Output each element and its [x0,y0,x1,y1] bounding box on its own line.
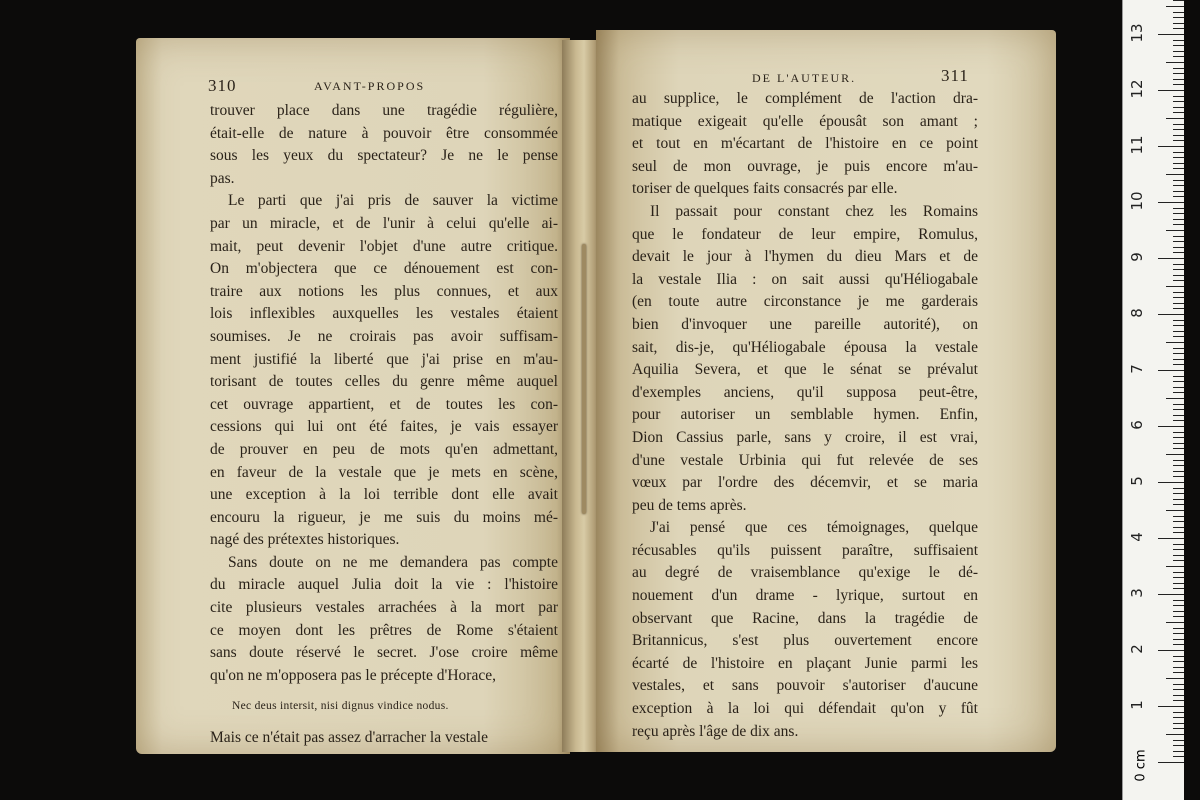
text-line: au supplice, le complément de l'action dra- [632,90,978,107]
ruler-tick [1173,236,1184,237]
ruler-tick [1173,191,1184,192]
ruler-tick [1173,79,1184,80]
ruler-tick [1173,689,1184,690]
ruler-tick [1173,208,1184,209]
ruler-tick [1173,308,1184,309]
ruler-tick [1173,45,1184,46]
ruler-tick [1173,611,1184,612]
text-line: exception à la loi qui défendait qu'on y fût [632,700,978,718]
ruler-zero-label: 0 cm [1133,749,1149,782]
ruler-tick [1166,118,1184,119]
ruler-tick [1173,247,1184,248]
ruler-tick [1166,342,1184,343]
measurement-ruler [1122,0,1184,800]
ruler-tick [1173,723,1184,724]
ruler-tick [1173,605,1184,606]
ruler-tick [1173,628,1184,629]
text-line: bien d'invoquer une pareille autorité), on [632,315,978,333]
ruler-tick [1173,465,1184,466]
ruler-tick [1173,549,1184,550]
text-line: Mais ce n'était pas assez d'arracher la vestale [210,729,488,747]
ruler-tick [1166,286,1184,287]
ruler-tick [1173,129,1184,130]
ruler-tick [1173,392,1184,393]
ruler-number: 12 [1128,79,1146,99]
text-line: reçu après l'âge de dix ans. [632,722,799,740]
ruler-tick [1173,572,1184,573]
ruler-tick [1173,168,1184,169]
ruler-tick [1173,527,1184,528]
text-line: Il passait pour constant chez les Romains [650,202,978,220]
left-page-text [210,100,558,750]
ruler-tick [1173,331,1184,332]
text-line: On m'objectera que ce dénouement est con- [210,260,558,278]
ruler-tick [1158,706,1184,707]
text-line: observant que Racine, dans la tragédie de [632,609,978,627]
ruler-tick [1173,336,1184,337]
text-line: ce moyen dont les prêtres de Rome s'étaient [210,621,558,639]
ruler-tick [1173,157,1184,158]
ruler-tick [1166,510,1184,511]
ruler-tick [1173,460,1184,461]
ruler-tick [1173,101,1184,102]
ruler-tick [1166,566,1184,567]
text-line: qu'on ne m'opposera pas le précepte d'Horace, [210,666,496,684]
ruler-tick [1158,202,1184,203]
ruler-tick [1173,532,1184,533]
text-line: récusables qu'ils puissent paraître, suffisaient [632,541,978,559]
text-line: vestales, et sans pouvoir s'autoriser d'aucune [632,677,978,695]
ruler-tick [1173,756,1184,757]
ruler-tick [1173,292,1184,293]
left-page [136,38,570,754]
ruler-tick [1158,650,1184,651]
right-page [596,30,1056,752]
ruler-tick [1173,23,1184,24]
text-line: peu de tems après. [632,496,747,514]
ruler-tick [1173,387,1184,388]
ruler-tick [1173,633,1184,634]
ruler-tick [1173,0,1184,1]
text-line: Britannicus, s'est plus ouvertement encore [632,632,978,650]
ruler-tick [1173,275,1184,276]
ruler-tick [1173,224,1184,225]
ruler-tick [1158,314,1184,315]
ruler-tick [1173,499,1184,500]
ruler-number: 5 [1128,476,1146,486]
right-page-number: 311 [941,66,969,85]
ruler-tick [1173,751,1184,752]
text-line: Le parti que j'ai pris de sauver la victime [228,192,558,210]
right-page-text [632,88,978,743]
ruler-tick [1173,107,1184,108]
ruler-number: 13 [1128,23,1146,43]
left-running-header: AVANT-PROPOS [314,79,426,93]
ruler-tick [1173,583,1184,584]
text-line: cessions qui lui ont été faites, je vais essayer [210,418,558,436]
ruler-tick [1173,219,1184,220]
ruler-tick [1158,426,1184,427]
ruler-tick [1173,740,1184,741]
ruler-number: 8 [1128,308,1146,318]
ruler-tick [1173,745,1184,746]
ruler-tick [1173,112,1184,113]
ruler-tick [1173,404,1184,405]
text-line: une exception à la loi terrible dont elle avait [210,486,558,504]
text-line: en faveur de la vestale que je mets en scène, [210,463,558,481]
ruler-tick [1173,56,1184,57]
ruler-tick [1173,712,1184,713]
ruler-tick [1166,678,1184,679]
ruler-tick [1166,734,1184,735]
ruler-number: 10 [1128,191,1146,211]
ruler-tick [1166,62,1184,63]
text-line: cite plusieurs vestales arrachées à la mort par [210,599,558,617]
ruler-number: 6 [1128,420,1146,430]
text-line: torisant de toutes celles du genre même auquel [210,373,558,391]
ruler-tick [1173,152,1184,153]
ruler-tick [1173,661,1184,662]
ruler-tick [1173,717,1184,718]
ruler-tick [1173,353,1184,354]
text-line: que le fondateur de leur empire, Romulus, [632,225,978,243]
text-line: Dion Cassius parle, sans y croire, il est vrai, [632,428,978,446]
text-line: sans doute réservé le secret. J'ose croire même [210,644,558,662]
text-line: nouement d'un drame - lyrique, surtout en [632,587,978,605]
ruler-tick [1173,728,1184,729]
ruler-number: 4 [1128,532,1146,542]
ruler-tick [1173,420,1184,421]
ruler-tick [1173,588,1184,589]
text-line: sous les yeux du spectateur? Je ne le pense [210,147,558,165]
text-line: de prouver en peu de mots qu'en admettant, [210,440,558,458]
ruler-tick [1173,600,1184,601]
text-line: cet ouvrage appartient, et de toutes les con- [210,395,558,413]
text-line: matique exigeait qu'elle épousât son amant ; [632,112,978,130]
ruler-number: 11 [1128,135,1146,155]
binding-thread [582,244,586,514]
ruler-tick [1173,516,1184,517]
text-line: traire aux notions les plus connues, et aux [210,282,558,300]
ruler-tick [1166,230,1184,231]
text-line: encouru la rigueur, je me suis du moins mé- [210,508,558,526]
right-running-header: DE L'AUTEUR. [752,71,857,85]
text-line: vœux par l'ordre des décemvir, et se maria [632,474,978,492]
ruler-tick [1173,409,1184,410]
text-line: soumises. Je ne croirais pas avoir suffisam- [210,327,558,345]
ruler-tick [1173,180,1184,181]
ruler-tick [1173,12,1184,13]
text-line: seul de mon ouvrage, je puis encore m'au- [632,157,978,175]
ruler-tick [1158,146,1184,147]
ruler-tick [1166,454,1184,455]
ruler-tick [1166,6,1184,7]
ruler-tick [1173,264,1184,265]
text-line: sait, dis-je, qu'Héliogabale épousa la vestale [632,338,978,356]
ruler-tick [1166,174,1184,175]
text-line: par un miracle, et de l'unir à celui qu'elle ai- [210,214,558,232]
ruler-tick [1173,376,1184,377]
ruler-number: 7 [1128,364,1146,374]
ruler-tick [1173,163,1184,164]
ruler-tick [1173,124,1184,125]
ruler-tick [1173,135,1184,136]
ruler-tick [1158,538,1184,539]
latin-quote: Nec deus intersit, nisi dignus vindice nodus. [232,700,449,713]
ruler-tick [1173,359,1184,360]
ruler-tick [1173,504,1184,505]
ruler-tick [1173,700,1184,701]
text-line: du miracle auquel Julia doit la vie : l'histoire [210,576,558,594]
ruler-tick [1173,381,1184,382]
ruler-tick [1173,17,1184,18]
ruler-tick [1173,672,1184,673]
ruler-tick [1173,443,1184,444]
ruler-tick [1173,196,1184,197]
ruler-tick [1173,73,1184,74]
ruler-number: 2 [1128,644,1146,654]
ruler-tick [1166,622,1184,623]
text-line: J'ai pensé que ces témoignages, quelque [650,519,978,537]
ruler-tick [1158,34,1184,35]
text-line: trouver place dans une tragédie régulière, [210,102,558,119]
ruler-tick [1173,40,1184,41]
ruler-tick [1173,432,1184,433]
text-line: d'une vestale Urbinia qui fut relevée de ses [632,451,978,469]
ruler-tick [1173,213,1184,214]
ruler-tick [1173,577,1184,578]
ruler-tick [1173,684,1184,685]
ruler-tick [1173,68,1184,69]
ruler-number: 1 [1128,700,1146,710]
text-line: lois inflexibles auxquelles les vestales étaient [210,305,558,323]
ruler-tick [1166,398,1184,399]
ruler-tick [1173,348,1184,349]
ruler-tick [1173,437,1184,438]
ruler-tick [1158,370,1184,371]
ruler-tick [1173,297,1184,298]
ruler-tick [1173,252,1184,253]
ruler-tick [1173,644,1184,645]
ruler-tick [1173,96,1184,97]
ruler-tick [1173,656,1184,657]
ruler-tick [1173,560,1184,561]
text-line: devait le jour à l'hymen du dieu Mars et de [632,248,978,266]
ruler-tick [1173,448,1184,449]
ruler-tick [1173,667,1184,668]
ruler-tick [1173,471,1184,472]
ruler-tick [1173,555,1184,556]
ruler-tick [1173,325,1184,326]
left-page-number: 310 [208,76,237,95]
text-line: pas. [210,169,235,187]
ruler-tick [1173,280,1184,281]
text-line: d'exemples anciens, qu'il supposa peut-être, [632,383,978,401]
text-line: toriser de quelques faits consacrés par elle. [632,180,898,198]
ruler-tick [1173,269,1184,270]
ruler-tick [1173,476,1184,477]
ruler-tick [1173,415,1184,416]
ruler-tick [1173,241,1184,242]
ruler-tick [1173,185,1184,186]
ruler-tick [1173,544,1184,545]
ruler-tick [1158,90,1184,91]
ruler-tick [1173,140,1184,141]
ruler-number: 9 [1128,252,1146,262]
ruler-tick [1158,762,1184,763]
ruler-tick [1173,364,1184,365]
text-line: nagé des prétextes historiques. [210,531,400,549]
text-line: mait, peut devenir l'objet d'une autre critique. [210,237,558,255]
ruler-tick [1173,616,1184,617]
ruler-tick [1173,51,1184,52]
ruler-tick [1173,320,1184,321]
text-line: pour autoriser un semblable hymen. Enfin, [632,406,978,424]
ruler-tick [1173,488,1184,489]
ruler-tick [1173,639,1184,640]
ruler-tick [1158,594,1184,595]
ruler-tick [1173,521,1184,522]
text-line: Aquilia Severa, et que le sénat se prévalut [632,361,978,379]
text-line: ment justifié la liberté que j'ai prise en m'au- [210,350,558,368]
ruler-tick [1173,28,1184,29]
ruler-number: 3 [1128,588,1146,598]
text-line: et tout en m'écartant de l'histoire en ce point [632,135,978,153]
ruler-tick [1173,303,1184,304]
ruler-tick [1173,493,1184,494]
text-line: était-elle de nature à pouvoir être consommée [210,124,558,142]
text-line: la vestale Ilia : on sait aussi qu'Héliogabale [632,270,978,288]
text-line: écarté de l'histoire en plaçant Junie parmi les [632,654,978,672]
ruler-tick [1173,695,1184,696]
ruler-tick [1173,84,1184,85]
ruler-tick [1158,258,1184,259]
text-line: au degré de vraisemblance qu'exige le dé- [632,564,978,582]
text-line: Sans doute on ne me demandera pas compte [228,553,558,571]
text-line: (en toute autre circonstance je me garderais [632,293,978,311]
ruler-tick [1158,482,1184,483]
